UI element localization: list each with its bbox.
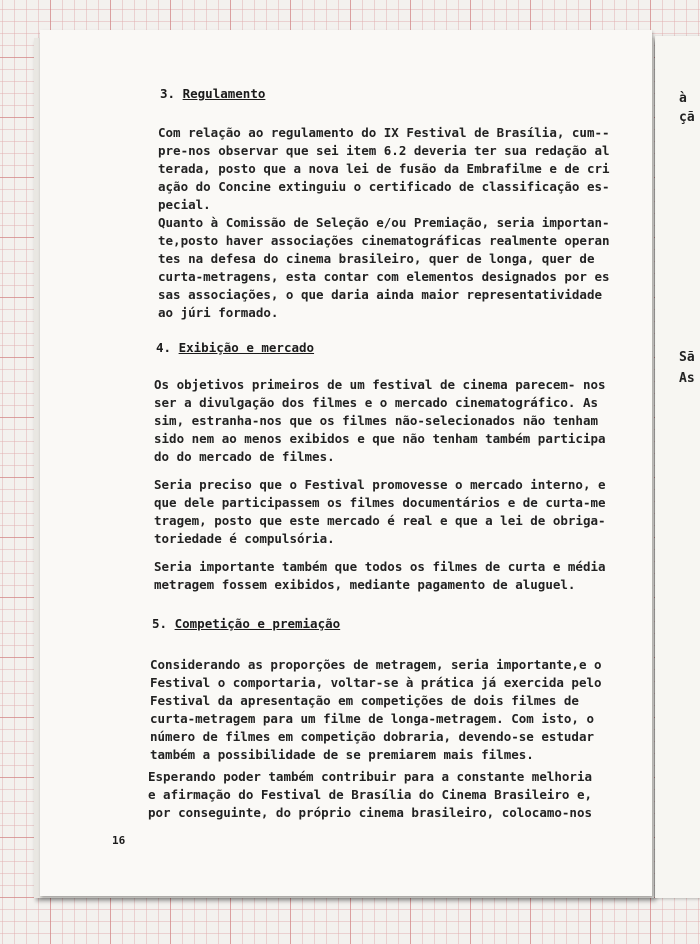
text-line: do do mercado de filmes.: [154, 449, 335, 464]
text-line: Esperando poder também contribuir para a constante melhoria: [148, 769, 593, 784]
paragraph: [148, 768, 592, 822]
section-number: 5.: [152, 616, 168, 631]
facing-page-fragment: à: [679, 91, 687, 106]
text-line: tes na defesa do cinema brasileiro, quer de longa, quer de: [158, 251, 595, 266]
section-number: 4.: [156, 340, 172, 355]
text-line: Festival o comportaria, voltar-se à prática já exercida pelo: [150, 675, 602, 690]
text-line: Considerando as proporções de metragem, seria importante,e o: [150, 657, 602, 672]
text-line: toriedade é compulsória.: [154, 531, 335, 546]
section-heading-5: [152, 616, 340, 631]
text-line: Os objetivos primeiros de um festival de cinema parecem- nos: [154, 377, 606, 392]
paragraph: [154, 558, 606, 594]
section-number: 3.: [160, 86, 176, 101]
text-line: pre-nos observar que sei item 6.2 deveria ter sua redação al: [158, 143, 610, 158]
text-line: Quanto à Comissão de Seleção e/ou Premiação, seria importan-: [158, 215, 610, 230]
text-line: Festival da apresentação em competições de dois filmes de: [150, 693, 579, 708]
section-heading-3: [160, 86, 265, 101]
section-title: Exibição e mercado: [178, 340, 315, 355]
text-line: sim, estranha-nos que os filmes não-selecionados não tenham: [154, 413, 599, 428]
text-line: ser a divulgação dos filmes e o mercado cinematográfico. As: [154, 395, 599, 410]
facing-page-fragment: As: [679, 371, 695, 386]
facing-page-fragment: Sã: [679, 350, 695, 365]
text-line: terada, posto que a nova lei de fusão da Embrafilme e de cri: [158, 161, 610, 176]
text-line: Com relação ao regulamento do IX Festival de Brasília, cum--: [158, 125, 610, 140]
page-number: 16: [112, 834, 126, 847]
text-line: metragem fossem exibidos, mediante pagamento de aluguel.: [154, 577, 576, 592]
text-line: Seria importante também que todos os filmes de curta e média: [154, 559, 606, 574]
text-line: sas associações, o que daria ainda maior representatividade: [158, 287, 603, 302]
text-line: também a possibilidade de se premiarem mais filmes.: [150, 747, 534, 762]
text-line: sido nem ao menos exibidos e que não tenham também participa: [154, 431, 606, 446]
paragraph: [158, 214, 610, 322]
text-line: ação do Concine extinguiu o certificado de classificação es-: [158, 179, 610, 194]
facing-page-edge: [655, 36, 700, 898]
text-line: te,posto haver associações cinematográficas realmente operan: [158, 233, 610, 248]
document-page: [40, 30, 652, 896]
text-line: que dele participassem os filmes documentários e de curta-me: [154, 495, 606, 510]
text-line: ao júri formado.: [158, 305, 279, 320]
paragraph: [154, 376, 606, 466]
paragraph: [150, 656, 602, 764]
text-line: curta-metragens, esta contar com elementos designados por es: [158, 269, 610, 284]
paragraph: [154, 476, 606, 548]
text-line: curta-metragem para um filme de longa-metragem. Com isto, o: [150, 711, 595, 726]
text-line: Seria preciso que o Festival promovesse o mercado interno, e: [154, 477, 606, 492]
text-line: tragem, posto que este mercado é real e que a lei de obriga-: [154, 513, 606, 528]
section-title: Competição e premiação: [174, 616, 341, 631]
facing-page-fragment: çã: [679, 110, 695, 125]
section-heading-4: [156, 340, 314, 355]
text-line: e afirmação do Festival de Brasília do Cinema Brasileiro e,: [148, 787, 593, 802]
paragraph: [158, 124, 610, 214]
text-line: pecial.: [158, 197, 211, 212]
text-line: número de filmes em competição dobraria, devendo-se estudar: [150, 729, 595, 744]
text-line: por conseguinte, do próprio cinema brasileiro, colocamo-nos: [148, 805, 593, 820]
section-title: Regulamento: [182, 86, 266, 101]
